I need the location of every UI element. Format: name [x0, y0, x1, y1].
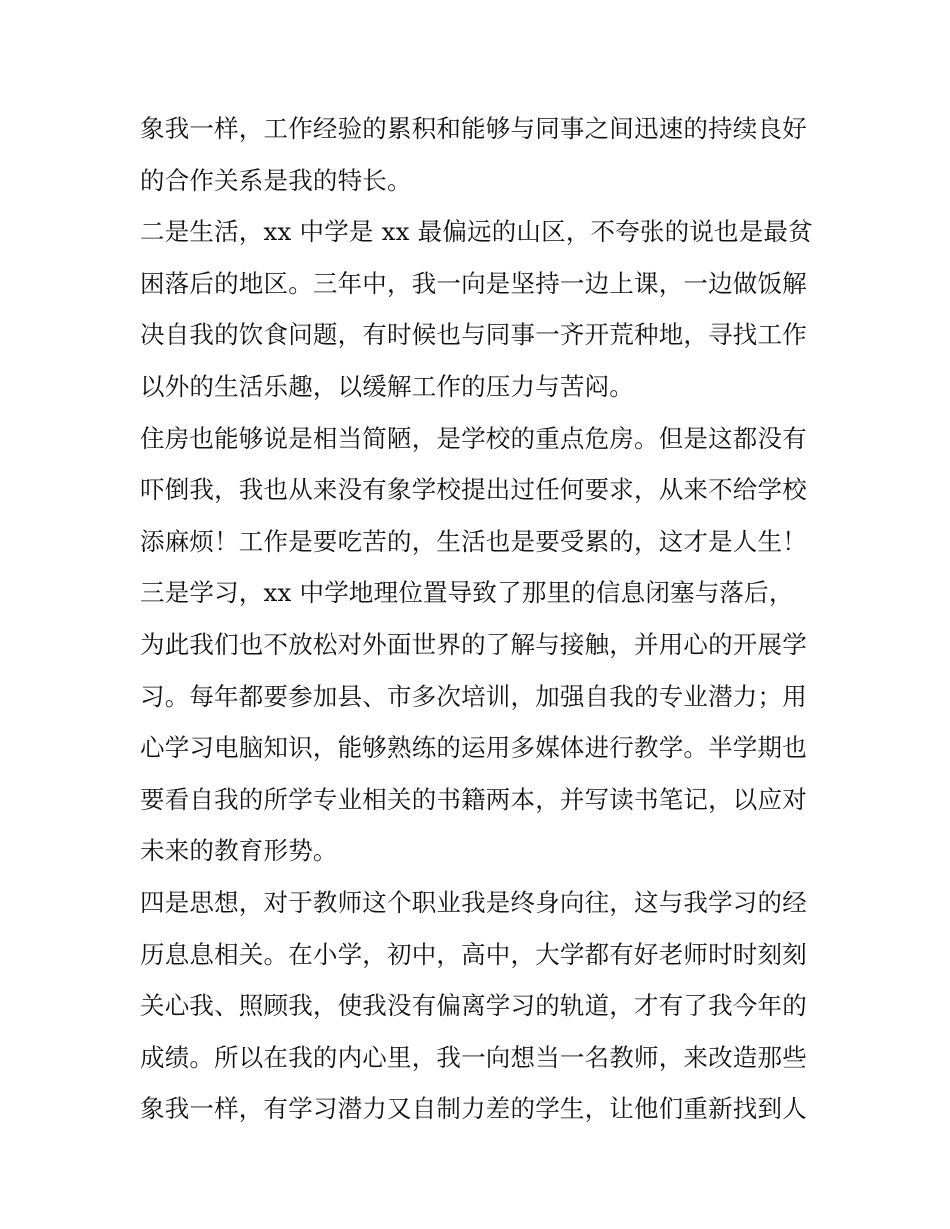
text-line-7: 住房也能够说是相当简陋，是学校的重点危房。但是这都没有	[140, 423, 807, 453]
text-line-11: 为此我们也不放松对外面世界的了解与接触，并用心的开展学	[140, 629, 807, 659]
text-line-16: 四是思想，对于教师这个职业我是终身向往，这与我学习的经	[140, 887, 807, 917]
text-line-10: 三是学习，xx 中学地理位置导致了那里的信息闭塞与落后，	[140, 578, 794, 608]
text-line-5: 决自我的饮食问题，有时候也与同事一齐开荒种地，寻找工作	[140, 320, 807, 350]
text-line-4: 困落后的地区。三年中，我一向是坚持一边上课，一边做饭解	[140, 268, 807, 298]
text-line-14: 要看自我的所学专业相关的书籍两本，并写读书笔记，以应对	[140, 784, 807, 814]
text-line-15: 未来的教育形势。	[140, 836, 338, 866]
text-line-13: 心学习电脑知识，能够熟练的运用多媒体进行教学。半学期也	[140, 733, 807, 763]
body-text	[140, 103, 820, 1135]
text-line-9: 添麻烦！工作是要吃苦的，生活也是要受累的，这才是人生！	[140, 526, 807, 556]
text-line-8: 吓倒我，我也从来没有象学校提出过任何要求，从来不给学校	[140, 475, 807, 505]
text-line-18: 关心我、照顾我，使我没有偏离学习的轨道，才有了我今年的	[140, 991, 807, 1021]
text-line-2: 的合作关系是我的特长。	[140, 165, 412, 195]
text-line-6: 以外的生活乐趣，以缓解工作的压力与苦闷。	[140, 371, 634, 401]
text-line-20: 象我一样，有学习潜力又自制力差的学生，让他们重新找到人	[140, 1094, 807, 1124]
text-line-12: 习。每年都要参加县、市多次培训，加强自我的专业潜力；用	[140, 681, 807, 711]
text-line-17: 历息息相关。在小学，初中，高中，大学都有好老师时时刻刻	[140, 939, 807, 969]
text-line-3: 二是生活，xx 中学是 xx 最偏远的山区，不夸张的说也是最贫	[140, 217, 813, 247]
text-line-19: 成绩。所以在我的内心里，我一向想当一名教师，来改造那些	[140, 1042, 807, 1072]
text-line-1: 象我一样，工作经验的累积和能够与同事之间迅速的持续良好	[140, 114, 807, 143]
